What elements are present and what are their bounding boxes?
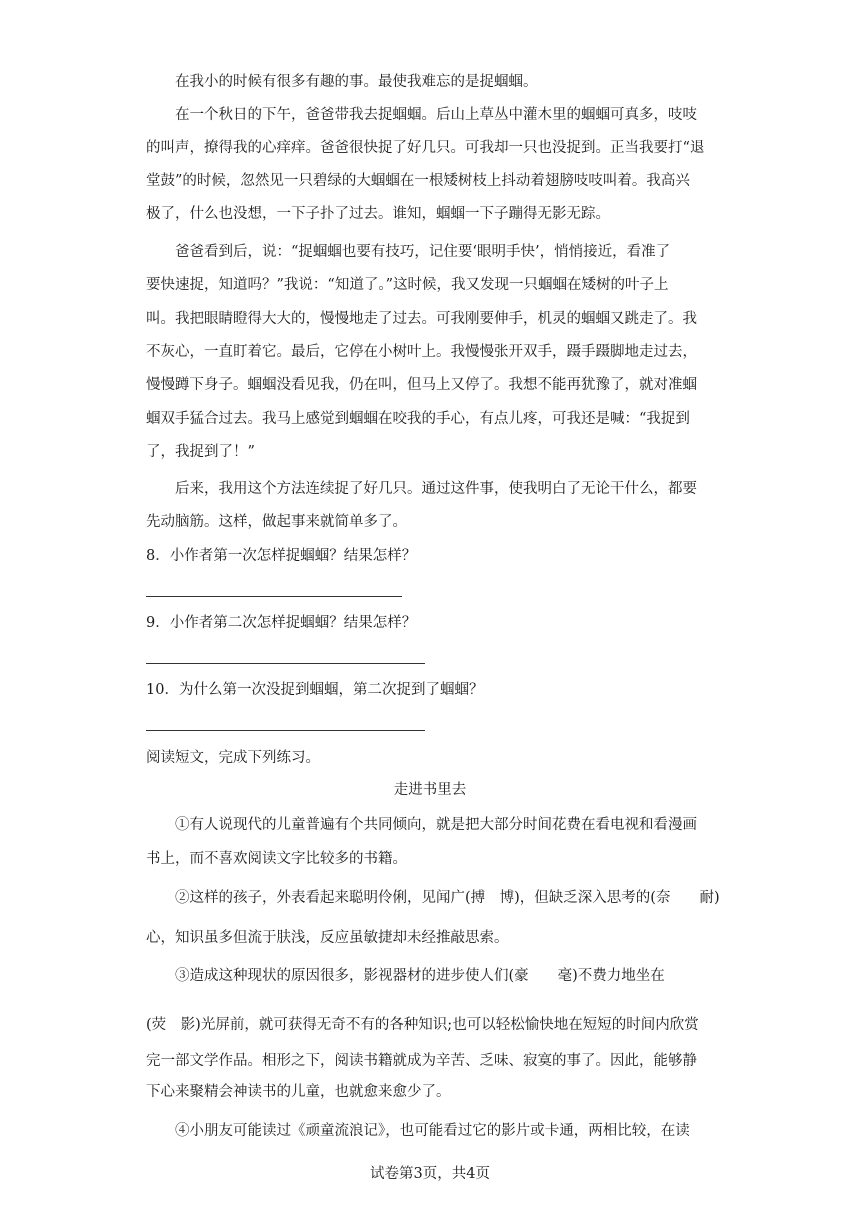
passage2-line: 完一部文学作品。相形之下，阅读书籍就成为辛苦、乏味、寂寞的事了。因此，能够静 bbox=[146, 1053, 697, 1069]
passage1-line: 堂鼓”的时候，忽然见一只碧绿的大蝈蝈在一根矮树枝上抖动着翅膀吱吱叫着。我高兴 bbox=[146, 173, 690, 189]
passage2-line: 下心来聚精会神读书的儿童，也就愈来愈少了。 bbox=[146, 1084, 451, 1100]
answer-line-9[interactable] bbox=[146, 663, 425, 664]
page-footer: 试卷第3页，共4页 bbox=[370, 1166, 490, 1182]
passage1-line: 后来，我用这个方法连续捉了好几只。通过这件事，使我明白了无论干什么，都要 bbox=[175, 481, 697, 497]
passage2-line: 书上，而不喜欢阅读文字比较多的书籍。 bbox=[146, 851, 407, 867]
passage1-line: 的叫声，撩得我的心痒痒。爸爸很快捉了好几只。可我却一只也没捉到。正当我要打“退 bbox=[146, 140, 705, 156]
passage1-line: 极了，什么也没想，一下子扑了过去。谁知，蝈蝈一下子蹦得无影无踪。 bbox=[146, 206, 610, 222]
passage1-line: 慢慢蹲下身子。蝈蝈没看见我，仍在叫，但马上又停了。我想不能再犹豫了，就对准蝈 bbox=[146, 377, 697, 393]
passage2-line: (荧 影)光屏前，就可获得无奇不有的各种知识;也可以轻松愉快地在短短的时间内欣赏 bbox=[146, 1017, 699, 1033]
answer-line-10[interactable] bbox=[146, 730, 425, 731]
question-9: 9．小作者第二次怎样捉蝈蝈？结果怎样？ bbox=[146, 615, 417, 631]
passage2-line: ④小朋友可能读过《顽童流浪记》，也可能看过它的影片或卡通，两相比较，在读 bbox=[175, 1123, 690, 1139]
passage1-line: 不灰心，一直盯着它。最后，它停在小树叶上。我慢慢张开双手，蹑手蹑脚地走过去， bbox=[146, 344, 697, 360]
passage2-line: ①有人说现代的儿童普遍有个共同倾向，就是把大部分时间花费在看电视和看漫画 bbox=[175, 817, 697, 833]
passage1-line: 在一个秋日的下午，爸爸带我去捉蝈蝈。后山上草丛中灌木里的蝈蝈可真多，吱吱 bbox=[175, 107, 697, 123]
passage1-line: 叫。我把眼睛瞪得大大的，慢慢地走了过去。可我刚要伸手，机灵的蝈蝈又跳走了。我 bbox=[146, 311, 697, 327]
answer-line-8[interactable] bbox=[146, 596, 402, 597]
question-8: 8．小作者第一次怎样捉蝈蝈？结果怎样？ bbox=[146, 548, 417, 564]
passage2-title: 走进书里去 bbox=[393, 782, 467, 798]
passage1-line: 在我小的时候有很多有趣的事。最使我难忘的是捉蝈蝈。 bbox=[175, 74, 538, 90]
passage1-line: 先动脑筋。这样，做起事来就简单多了。 bbox=[146, 514, 407, 530]
passage1-line: 爸爸看到后，说：“捉蝈蝈也要有技巧，记住要‘眼明手快’，悄悄接近，看准了 bbox=[175, 244, 671, 260]
passage1-line: 要快速捉，知道吗？”我说：“知道了。”这时候，我又发现一只蝈蝈在矮树的叶子上 bbox=[146, 277, 669, 293]
passage1-line: 蝈双手猛合过去。我马上感觉到蝈蝈在咬我的手心，有点儿疼，可我还是喊：“我捉到 bbox=[146, 411, 690, 427]
passage2-line: ②这样的孩子，外表看起来聪明伶俐，见闻广(搏 博)，但缺乏深入思考的(奈 耐) bbox=[175, 890, 720, 906]
passage2-line: 心，知识虽多但流于肤浅，反应虽敏捷却未经推敲思索。 bbox=[146, 930, 509, 946]
passage2-line: ③造成这种现状的原因很多，影视器材的进步使人们(豪 毫)不费力地坐在 bbox=[175, 968, 665, 984]
reading-instruction: 阅读短文，完成下列练习。 bbox=[146, 750, 320, 766]
question-10: 10．为什么第一次没捉到蝈蝈，第二次捉到了蝈蝈？ bbox=[146, 682, 484, 698]
passage1-line: 了，我捉到了！” bbox=[146, 444, 255, 460]
